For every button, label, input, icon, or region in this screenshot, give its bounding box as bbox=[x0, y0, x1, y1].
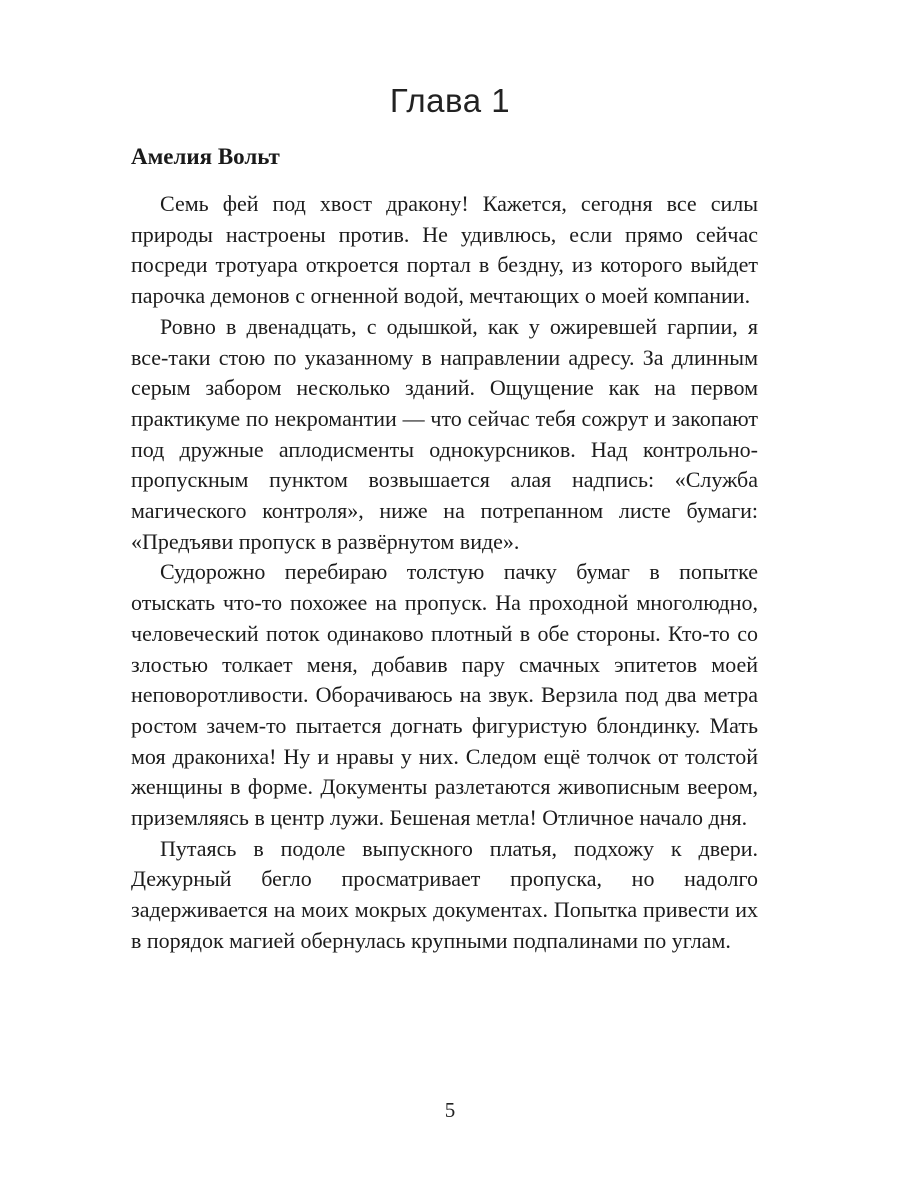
body-text bbox=[131, 189, 758, 957]
paragraph: Путаясь в подоле выпускного платья, подхожу к двери. Дежурный бегло просматривает пропуска, но надолго задерживается на моих мокрых документах. Попытка привести их в порядок магией обернулась крупными подпалинами по углам. bbox=[131, 835, 758, 953]
page-number: 5 bbox=[444, 1098, 456, 1122]
chapter-title: Глава 1 bbox=[389, 82, 511, 119]
paragraph: Судорожно перебираю толстую пачку бумаг в попытке отыскать что-то похожее на пропуск. На проходной многолюдно, человеческий поток одинаково плотный в обе стороны. Кто-то со злостью толкает меня, добавив пару смачных эпитетов моей неповоротливости. Оборачиваюсь на звук. Верзила под два метра ростом зачем-то пытается догнать фигуристую блондинку. Мать моя дракониха! Ну и нравы у них. Следом ещё толчок от толстой женщины в форме. Документы разлетаются живописным веером, приземляясь в центр лужи. Бешеная метла! Отличное начало дня. bbox=[131, 559, 758, 831]
paragraph: Семь фей под хвост дракону! Кажется, сегодня все силы природы настроены против. Не удивлюсь, если прямо сейчас посреди тротуара откроется портал в бездну, из которого выйдет парочка демонов с огненной водой, мечтающих о моей компании. bbox=[131, 191, 758, 309]
paragraph: Ровно в двенадцать, с одышкой, как у ожиревшей гарпии, я все-таки стою по указанному в направлении адресу. За длинным серым забором несколько зданий. Ощущение как на первом практикуме по некромантии — что сейчас тебя сожрут и закопают под дружные аплодисменты однокурсников. Над контрольно-пропускным пунктом возвышается алая надпись: «Служба магического контроля», ниже на потрепанном листе бумаги: «Предъяви пропуск в развёрнутом виде». bbox=[131, 313, 758, 554]
character-heading: Амелия Вольт bbox=[131, 144, 280, 169]
